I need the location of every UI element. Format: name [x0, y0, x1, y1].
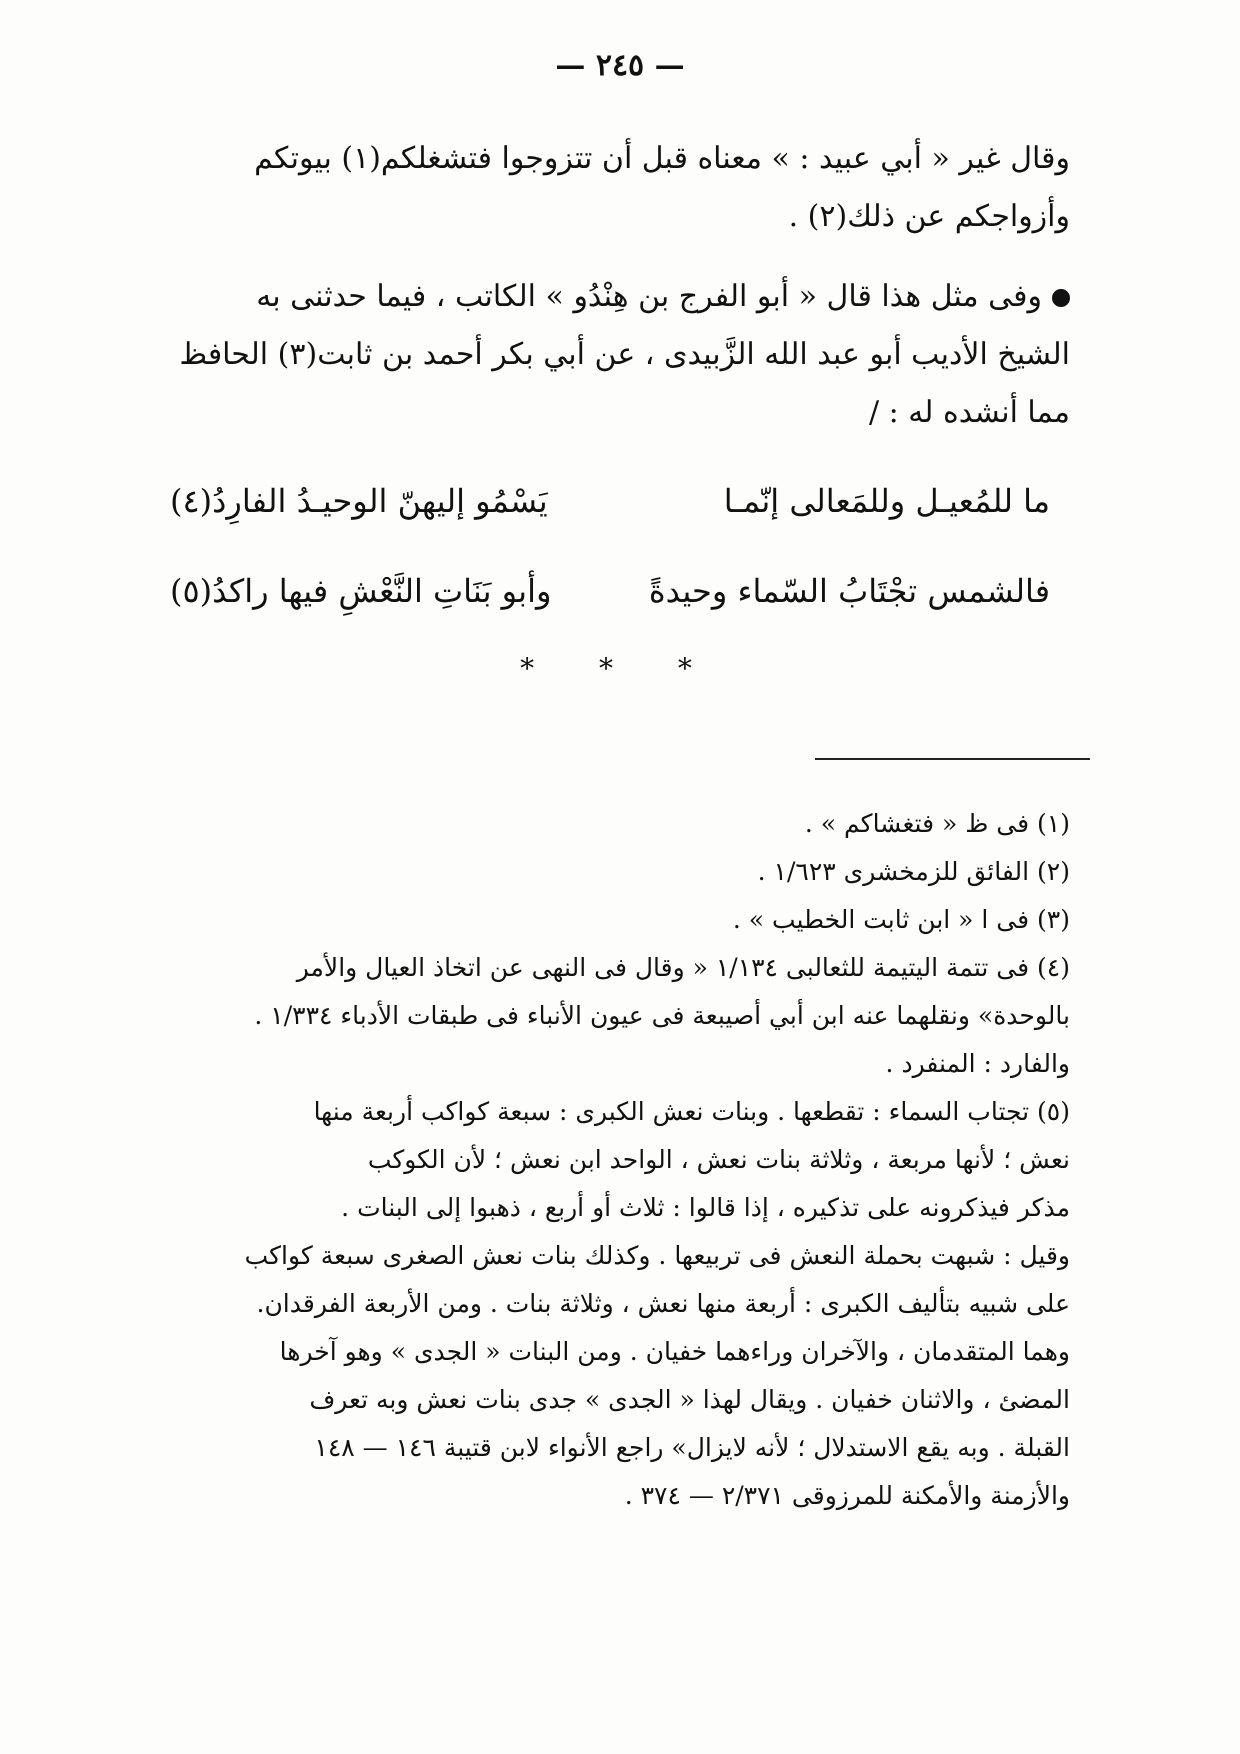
paragraph-2-line-text: وفى مثل هذا قال « أبو الفرج بن هِنْدُو » الكاتب ، فيما حدثنى به [256, 279, 1042, 314]
footnote-line: بالوحدة» ونقلهما عنه ابن أبي أصيبعة فى عيون الأنباء فى طبقات الأدباء ١/٣٣٤ . [254, 1001, 1070, 1030]
paragraph-2-line-1 [170, 268, 1070, 326]
footnote-line: (٢) الفائق للزمخشرى ١/٦٢٣ . [757, 857, 1070, 886]
page-number: — ٢٤٥ — [555, 48, 685, 83]
footnote-3 [170, 896, 1070, 944]
footnote-line: والأزمنة والأمكنة للمرزوقى ٢/٣٧١ — ٣٧٤ . [624, 1481, 1070, 1510]
verse-second-hemistich: يَسْمُو إليهنّ الوحيـدُ الفارِدُ(٤) [170, 482, 548, 520]
section-separator: * * * [520, 652, 720, 685]
footnote-line: نعش ؛ لأنها مربعة ، وثلاثة بنات نعش ، الواحد ابن نعش ؛ لأن الكوكب [367, 1145, 1070, 1174]
footnote-2 [170, 848, 1070, 896]
footnote-line: (٥) تجتاب السماء : تقطعها . وبنات نعش الكبرى : سبعة كواكب أربعة منها [313, 1097, 1070, 1126]
verse-first-hemistich: ما للمُعيـل وللمَعالى إنّمـا [723, 482, 1050, 520]
paragraph-1 [170, 130, 1070, 246]
footnote-line: المضئ ، والاثنان خفيان . ويقال لهذا « الجدى » جدى بنات نعش وبه تعرف [309, 1385, 1070, 1414]
poem-verse-1 [170, 482, 1050, 542]
poem-verse-2 [170, 572, 1050, 632]
footnote-line: مذكر فيذكرونه على تذكيره ، إذا قالوا : ثلاث أو أربع ، ذهبوا إلى البنات . [341, 1193, 1070, 1222]
verse-second-hemistich: وأبو بَنَاتِ النَّعْشِ فيها راكدُ(٥) [170, 572, 552, 610]
footnote-line: (١) فى ظ « فتغشاكم » . [804, 809, 1070, 838]
footnote-1 [170, 800, 1070, 848]
paragraph-2 [170, 268, 1070, 442]
footnote-line: والفارد : المنفرد . [885, 1049, 1070, 1078]
footnote-5 [170, 1088, 1070, 1520]
footnote-line: وقيل : شبهت بحملة النعش فى تربيعها . وكذلك بنات نعش الصغرى سبعة كواكب [244, 1241, 1070, 1270]
paragraph-1-line: وقال غير « أبي عبيد : » معناه قبل أن تتزوجوا فتشغلكم(١) بيوتكم [254, 141, 1070, 176]
bullet-icon [1052, 289, 1070, 307]
verse-first-hemistich: فالشمس تجْتَابُ السّماء وحيدةً [648, 572, 1050, 610]
footnote-divider [815, 758, 1090, 760]
footnote-line: وهما المتقدمان ، والآخران وراءهما خفيان . ومن البنات « الجدى » وهو آخرها [279, 1337, 1070, 1366]
footnotes [170, 800, 1070, 1520]
footnote-line: (٣) فى ا « ابن ثابت الخطيب » . [732, 905, 1070, 934]
footnote-line: (٤) فى تتمة اليتيمة للثعالبى ١/١٣٤ « وقال فى النهى عن اتخاذ العيال والأمر [296, 953, 1070, 982]
footnote-line: على شبيه بتأليف الكبرى : أربعة منها نعش ، وثلاثة بنات . ومن الأربعة الفرقدان. [256, 1289, 1070, 1318]
paragraph-1-line: وأزواجكم عن ذلك(٢) . [788, 199, 1070, 234]
footnote-4 [170, 944, 1070, 1088]
paragraph-2-line: مما أنشده له : / [868, 395, 1070, 430]
paragraph-2-line: الشيخ الأديب أبو عبد الله الزَّبيدى ، عن أبي بكر أحمد بن ثابت(٣) الحافظ [179, 337, 1070, 372]
footnote-line: القبلة . وبه يقع الاستدلال ؛ لأنه لايزال» راجع الأنواء لابن قتيبة ١٤٦ — ١٤٨ [314, 1433, 1070, 1462]
